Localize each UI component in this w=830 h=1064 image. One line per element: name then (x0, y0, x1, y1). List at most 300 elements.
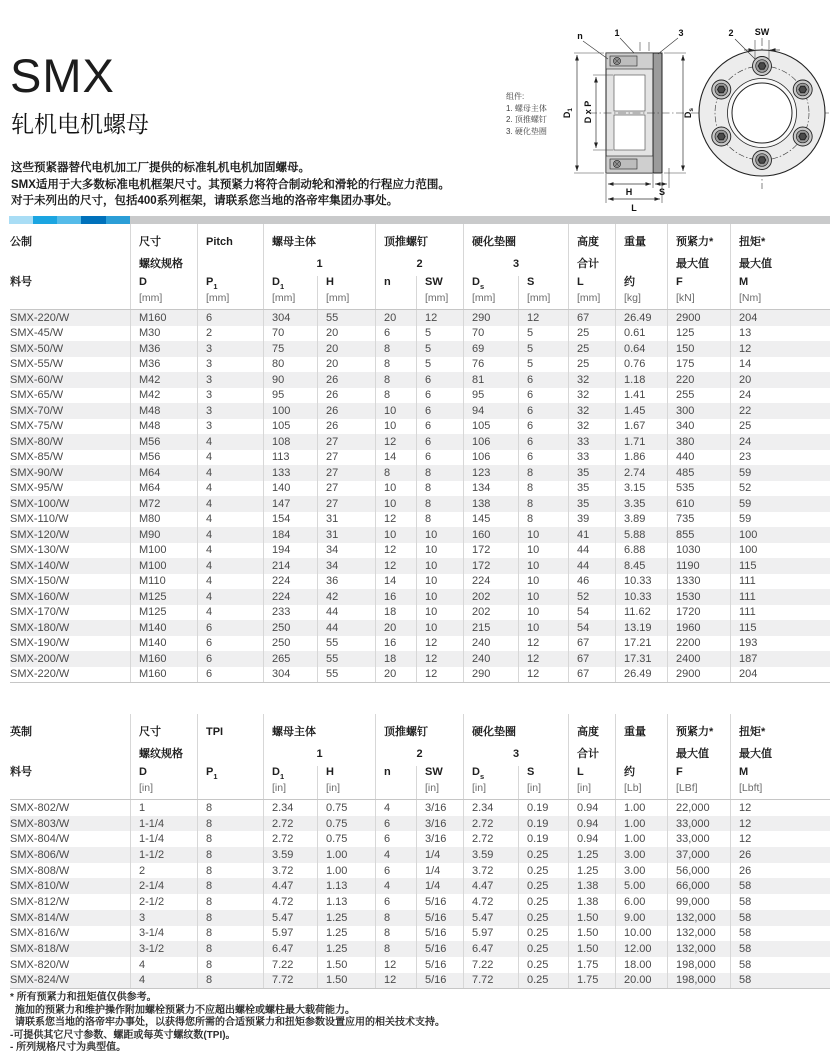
table-body (10, 310, 830, 683)
header-cell (615, 745, 667, 766)
table-row (10, 388, 830, 404)
part-number-cell: SMX-90/W (10, 466, 64, 479)
value-cell: 0.25 (518, 863, 568, 879)
value-cell: 4 (197, 589, 263, 605)
value-cell: 12 (375, 957, 416, 973)
header-group-row (10, 224, 830, 255)
value-cell: 67 (568, 667, 615, 683)
page-title: SMX (10, 49, 115, 102)
header-cell (10, 292, 130, 309)
header-cell: SW (416, 276, 463, 292)
value-cell: 5/16 (416, 926, 463, 942)
header-symbol-row (10, 766, 830, 782)
brand-colorbar (0, 216, 830, 224)
value-cell: 27 (317, 465, 375, 481)
value-cell: 26.49 (615, 667, 667, 683)
part-number-cell: SMX-820/W (10, 958, 70, 971)
value-cell: 6 (375, 816, 416, 832)
value-cell: 154 (263, 512, 317, 528)
table-row (10, 816, 830, 832)
value-cell: 535 (667, 481, 730, 497)
value-cell: 2900 (667, 310, 730, 326)
table-row (10, 847, 830, 863)
value-cell: 3 (197, 403, 263, 419)
table-row (10, 403, 830, 419)
part-number-cell: SMX-120/W (10, 528, 70, 541)
value-cell: 1.41 (615, 388, 667, 404)
value-cell: 150 (667, 341, 730, 357)
table-row (10, 481, 830, 497)
table-row (10, 636, 830, 652)
value-cell: 44 (568, 543, 615, 559)
value-cell: 6 (197, 651, 263, 667)
value-cell: 5/16 (416, 894, 463, 910)
value-cell: 3.59 (263, 847, 317, 863)
value-cell: 59 (730, 496, 830, 512)
value-cell: 4 (197, 543, 263, 559)
header-unit-row (10, 782, 830, 799)
value-cell: 8 (416, 465, 463, 481)
value-cell: 1/4 (416, 863, 463, 879)
value-cell: 304 (263, 310, 317, 326)
value-cell: 233 (263, 605, 317, 621)
value-cell: 20 (317, 326, 375, 342)
table-row (10, 326, 830, 342)
value-cell: 2.72 (463, 816, 518, 832)
value-cell: 8 (375, 910, 416, 926)
header-cell: [Nm] (730, 292, 830, 309)
value-cell: 3/16 (416, 831, 463, 847)
footnotes (10, 992, 445, 1055)
value-cell: 1.50 (568, 926, 615, 942)
value-cell: 1720 (667, 605, 730, 621)
value-cell: 4 (197, 605, 263, 621)
header-cell: [Lbft] (730, 782, 830, 799)
part-number-cell: SMX-803/W (10, 817, 70, 830)
value-cell: 9.00 (615, 910, 667, 926)
table-row (10, 589, 830, 605)
value-cell: 1.75 (568, 957, 615, 973)
value-cell: 55 (317, 636, 375, 652)
value-cell: 1.00 (615, 816, 667, 832)
value-cell: 125 (667, 326, 730, 342)
table-row (10, 574, 830, 590)
value-cell: M160 (130, 667, 197, 683)
value-cell: 7.72 (263, 973, 317, 989)
value-cell: 255 (667, 388, 730, 404)
header-cell (375, 292, 416, 309)
value-cell: 735 (667, 512, 730, 528)
value-cell: 16 (375, 589, 416, 605)
value-cell: 58 (730, 957, 830, 973)
value-cell: 6 (416, 372, 463, 388)
part-number-cell: SMX-810/W (10, 880, 70, 893)
header-cell (10, 782, 130, 799)
value-cell: M42 (130, 388, 197, 404)
value-cell: 27 (317, 481, 375, 497)
value-cell: 58 (730, 910, 830, 926)
header-cell (197, 782, 263, 799)
value-cell: 8 (375, 465, 416, 481)
value-cell: 32 (568, 388, 615, 404)
value-cell: 54 (568, 605, 615, 621)
value-cell: 8 (197, 800, 263, 816)
header-cell (10, 745, 130, 766)
header-cell (375, 782, 416, 799)
value-cell: 12 (518, 310, 568, 326)
value-cell: 8 (416, 512, 463, 528)
legend-item: 2. 顶推螺钉 (506, 115, 547, 124)
value-cell: 6 (375, 831, 416, 847)
value-cell: 0.25 (518, 847, 568, 863)
header-cell: 螺母主体 (263, 224, 375, 255)
value-cell: 5/16 (416, 973, 463, 989)
value-cell: 4 (197, 465, 263, 481)
part-number-cell: SMX-824/W (10, 974, 70, 987)
part-number-cell: SMX-70/W (10, 404, 64, 417)
value-cell: 202 (463, 605, 518, 621)
header-cell: 合计 (568, 255, 615, 276)
value-cell: 12 (730, 816, 830, 832)
value-cell: 54 (568, 620, 615, 636)
legend-item: 3. 硬化垫圈 (506, 126, 547, 136)
value-cell: 99,000 (667, 894, 730, 910)
header-cell: [mm] (463, 292, 518, 309)
header-cell: [kg] (615, 292, 667, 309)
value-cell: 194 (263, 543, 317, 559)
value-cell: 1.00 (317, 847, 375, 863)
value-cell: 1.86 (615, 450, 667, 466)
value-cell: 1-1/4 (130, 816, 197, 832)
value-cell: 3 (130, 910, 197, 926)
value-cell: 224 (463, 574, 518, 590)
footnote-line: * 所有预紧力和扭矩值仅供参考。 (10, 992, 157, 1003)
header-cell: [LBf] (667, 782, 730, 799)
value-cell: 1.38 (568, 894, 615, 910)
value-cell: 1530 (667, 589, 730, 605)
value-cell: 8 (375, 941, 416, 957)
value-cell: 10 (416, 605, 463, 621)
value-cell: 111 (730, 605, 830, 621)
value-cell: 6 (375, 326, 416, 342)
value-cell: 10 (518, 574, 568, 590)
value-cell: 6 (375, 863, 416, 879)
header-cell: 2 (375, 745, 463, 766)
value-cell: 94 (463, 403, 518, 419)
value-cell: 1.50 (317, 957, 375, 973)
value-cell: 10 (518, 558, 568, 574)
value-cell: 1 (130, 800, 197, 816)
value-cell: 5.97 (263, 926, 317, 942)
value-cell: 123 (463, 465, 518, 481)
header-cell: 合计 (568, 745, 615, 766)
value-cell: 132,000 (667, 926, 730, 942)
value-cell: 0.75 (317, 831, 375, 847)
value-cell: 3-1/4 (130, 926, 197, 942)
value-cell: 10 (375, 481, 416, 497)
part-number-cell: SMX-816/W (10, 927, 70, 940)
value-cell: 224 (263, 589, 317, 605)
value-cell: 4 (197, 512, 263, 528)
value-cell: 8 (375, 357, 416, 373)
header-cell: [in] (416, 782, 463, 799)
value-cell: 10 (416, 620, 463, 636)
part-number-cell: SMX-170/W (10, 606, 70, 619)
dim-label-dxp: D x P (583, 100, 593, 124)
dim-label-ds: $D_s$ (683, 107, 695, 119)
callout-3: 3 (678, 28, 684, 38)
value-cell: 67 (568, 310, 615, 326)
value-cell: 59 (730, 465, 830, 481)
part-number-cell: SMX-140/W (10, 559, 70, 572)
value-cell: 132,000 (667, 910, 730, 926)
value-cell: 5/16 (416, 941, 463, 957)
header-cell: 扭矩* (730, 714, 830, 745)
value-cell: 26 (730, 863, 830, 879)
part-number-cell: SMX-80/W (10, 435, 64, 448)
header-cell: H (317, 766, 375, 782)
value-cell: 204 (730, 310, 830, 326)
value-cell: 250 (263, 620, 317, 636)
header-cell: 1 (263, 745, 375, 766)
value-cell: 193 (730, 636, 830, 652)
value-cell: 25 (568, 326, 615, 342)
value-cell: 220 (667, 372, 730, 388)
value-cell: 67 (568, 636, 615, 652)
value-cell: 59 (730, 512, 830, 528)
description-line: 对于未列出的尺寸，包括400系列框架，请联系您当地的洛帝牢集团办事处。 (11, 195, 399, 207)
value-cell: 8.45 (615, 558, 667, 574)
value-cell: 3 (197, 388, 263, 404)
header-cell: 最大值 (730, 745, 830, 766)
value-cell: 18.00 (615, 957, 667, 973)
value-cell: 35 (568, 496, 615, 512)
value-cell: 55 (317, 651, 375, 667)
value-cell: 1330 (667, 574, 730, 590)
value-cell: 42 (317, 589, 375, 605)
value-cell: 1960 (667, 620, 730, 636)
value-cell: 214 (263, 558, 317, 574)
header-cell: [mm] (197, 292, 263, 309)
header-cell: S (518, 276, 568, 292)
value-cell: 4 (375, 800, 416, 816)
value-cell: 1.71 (615, 434, 667, 450)
value-cell: 20 (375, 310, 416, 326)
value-cell: 6 (416, 403, 463, 419)
value-cell: 13 (730, 326, 830, 342)
value-cell: 100 (730, 527, 830, 543)
value-cell: 52 (568, 589, 615, 605)
value-cell: 12 (375, 543, 416, 559)
value-cell: 39 (568, 512, 615, 528)
value-cell: 12 (416, 636, 463, 652)
value-cell: 16 (375, 636, 416, 652)
header-cell: [in] (568, 782, 615, 799)
table-row (10, 800, 830, 816)
table-row (10, 512, 830, 528)
header-cell: 最大值 (730, 255, 830, 276)
part-number-cell: SMX-802/W (10, 801, 70, 814)
value-cell: 380 (667, 434, 730, 450)
value-cell: 3 (197, 357, 263, 373)
value-cell: 5 (518, 357, 568, 373)
value-cell: 172 (463, 558, 518, 574)
value-cell: 105 (463, 419, 518, 435)
header-cell: $D_s$ (463, 276, 518, 292)
value-cell: 18 (375, 605, 416, 621)
value-cell: M110 (130, 574, 197, 590)
value-cell: 22,000 (667, 800, 730, 816)
value-cell: 41 (568, 527, 615, 543)
header-cell: [mm] (130, 292, 197, 309)
value-cell: 26.49 (615, 310, 667, 326)
value-cell: 106 (463, 434, 518, 450)
value-cell: 184 (263, 527, 317, 543)
table-row (10, 372, 830, 388)
value-cell: 113 (263, 450, 317, 466)
value-cell: 10 (518, 527, 568, 543)
value-cell: 106 (463, 450, 518, 466)
header-cell: 高度 (568, 224, 615, 255)
value-cell: 8 (518, 512, 568, 528)
value-cell: 56,000 (667, 863, 730, 879)
value-cell: 1.00 (615, 800, 667, 816)
description-line: SMX适用于大多数标准电机框架尺寸。其预紧力将符合制动轮和滑轮的行程应力范围。 (11, 178, 450, 191)
value-cell: 0.61 (615, 326, 667, 342)
dim-label-h: H (625, 187, 633, 197)
value-cell: 24 (730, 388, 830, 404)
value-cell: 0.75 (317, 816, 375, 832)
value-cell: 7.22 (463, 957, 518, 973)
value-cell: 20 (317, 341, 375, 357)
header-group-row (10, 714, 830, 745)
value-cell: 2-1/2 (130, 894, 197, 910)
value-cell: 1/4 (416, 878, 463, 894)
value-cell: 6.00 (615, 894, 667, 910)
value-cell: 90 (263, 372, 317, 388)
part-number-cell: SMX-804/W (10, 833, 70, 846)
dim-label-l: L (631, 203, 637, 213)
value-cell: 160 (463, 527, 518, 543)
value-cell: 8 (375, 926, 416, 942)
value-cell: 0.25 (518, 973, 568, 989)
part-number-cell: SMX-806/W (10, 848, 70, 861)
value-cell: 1-1/4 (130, 831, 197, 847)
value-cell: 2.74 (615, 465, 667, 481)
value-cell: M48 (130, 419, 197, 435)
part-number-cell: SMX-45/W (10, 327, 64, 340)
value-cell: 27 (317, 496, 375, 512)
value-cell: 8 (197, 941, 263, 957)
header-cell: 螺纹规格 (130, 255, 197, 276)
header-cell: D (130, 276, 197, 292)
value-cell: 5.47 (463, 910, 518, 926)
value-cell: M140 (130, 620, 197, 636)
value-cell: 20 (375, 620, 416, 636)
value-cell: 31 (317, 512, 375, 528)
value-cell: 1.25 (568, 863, 615, 879)
table-header (10, 224, 830, 310)
value-cell: 5.88 (615, 527, 667, 543)
header-cell: [mm] (568, 292, 615, 309)
table-row (10, 496, 830, 512)
value-cell: 0.19 (518, 831, 568, 847)
value-cell: 8 (416, 496, 463, 512)
value-cell: 25 (568, 357, 615, 373)
value-cell: 3 (197, 341, 263, 357)
value-cell: 0.25 (518, 941, 568, 957)
part-number-cell: SMX-220/W (10, 311, 70, 324)
value-cell: 58 (730, 894, 830, 910)
value-cell: 2.34 (463, 800, 518, 816)
value-cell: 4 (197, 481, 263, 497)
value-cell: 0.94 (568, 816, 615, 832)
value-cell: 250 (263, 636, 317, 652)
table-row (10, 667, 830, 683)
value-cell: M100 (130, 558, 197, 574)
value-cell: 12 (730, 831, 830, 847)
header-cell: [in] (130, 782, 197, 799)
value-cell: 33 (568, 434, 615, 450)
value-cell: 26 (730, 847, 830, 863)
value-cell: 20 (730, 372, 830, 388)
table-row (10, 527, 830, 543)
value-cell: 290 (463, 667, 518, 683)
value-cell: 215 (463, 620, 518, 636)
value-cell: 0.19 (518, 816, 568, 832)
value-cell: 32 (568, 372, 615, 388)
header-cell: 公制 (10, 236, 32, 248)
value-cell: 198,000 (667, 957, 730, 973)
table-row (10, 605, 830, 621)
value-cell: 3 (197, 372, 263, 388)
header-cell: 重量 (615, 714, 667, 745)
value-cell: 3.89 (615, 512, 667, 528)
table-row (10, 558, 830, 574)
color-segment (33, 216, 57, 224)
header-cell: [mm] (416, 292, 463, 309)
header-cell: [in] (317, 782, 375, 799)
value-cell: 1190 (667, 558, 730, 574)
value-cell: 1.50 (568, 910, 615, 926)
header-cell: 料号 (10, 276, 32, 288)
value-cell: 6 (518, 434, 568, 450)
front-view (691, 27, 829, 189)
part-number-cell: SMX-220/W (10, 668, 70, 681)
table-row (10, 973, 830, 989)
part-number-cell: SMX-110/W (10, 513, 69, 526)
value-cell: 3.59 (463, 847, 518, 863)
header-cell: M (730, 766, 830, 782)
value-cell: 55 (317, 310, 375, 326)
table-header (10, 714, 830, 800)
cross-section-view (562, 28, 695, 213)
header-cell: Pitch (197, 224, 263, 255)
header-cell: TPI (197, 714, 263, 745)
part-number-cell: SMX-812/W (10, 895, 70, 908)
value-cell: 35 (568, 481, 615, 497)
value-cell: 1.25 (317, 941, 375, 957)
value-cell: 10 (375, 527, 416, 543)
value-cell: 0.94 (568, 800, 615, 816)
header-cell: 尺寸 (130, 714, 197, 745)
color-segment (57, 216, 81, 224)
value-cell: 0.25 (518, 894, 568, 910)
value-cell: 20.00 (615, 973, 667, 989)
value-cell: 23 (730, 450, 830, 466)
value-cell: 1.50 (568, 941, 615, 957)
value-cell: 12 (375, 434, 416, 450)
